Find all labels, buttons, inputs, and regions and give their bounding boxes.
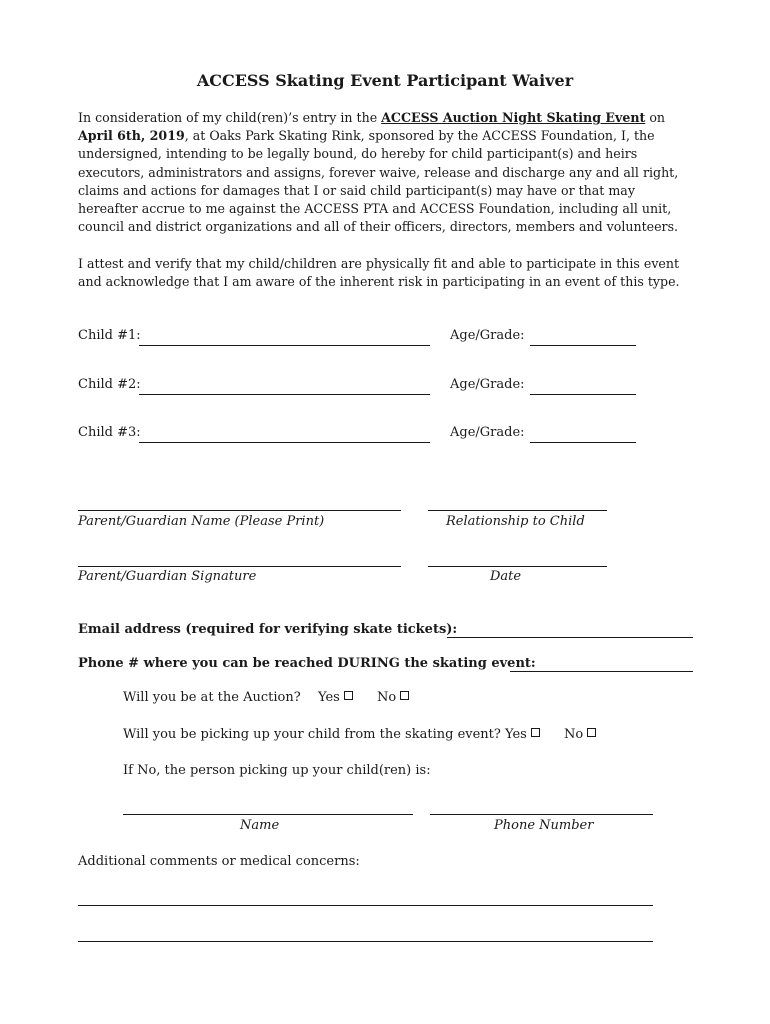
child-2-label: Child #2: (78, 377, 141, 392)
intro-text: executors, administrators and assigns, forever waive, release and discharge any and all right, (78, 164, 679, 180)
child-2-age-field[interactable] (530, 394, 636, 395)
comments-line-2[interactable] (78, 941, 653, 942)
attest-paragraph (78, 255, 693, 291)
child-2-age-label: Age/Grade: (450, 377, 525, 392)
comments-label: Additional comments or medical concerns: (78, 854, 360, 869)
no-label: No (564, 727, 584, 742)
yes-label: Yes (318, 690, 340, 705)
pickup-name-field[interactable] (123, 814, 413, 815)
phone-field[interactable] (510, 671, 693, 672)
intro-text: hereafter accrue to me against the ACCESS PTA and ACCESS Foundation, including all unit, (78, 201, 672, 217)
checkbox-icon[interactable] (400, 691, 409, 700)
auction-no-option[interactable] (377, 690, 409, 705)
comments-line-1[interactable] (78, 905, 653, 906)
relationship-field[interactable] (428, 510, 607, 511)
pickup-phone-field[interactable] (430, 814, 653, 815)
yes-label: Yes (505, 727, 527, 742)
auction-yes-option[interactable] (318, 690, 353, 705)
child-1-age-field[interactable] (530, 345, 636, 346)
attest-text: and acknowledge that I am aware of the inherent risk in participating in an event of this type. (78, 274, 680, 290)
intro-text: claims and actions for damages that I or said child participant(s) may have or that may (78, 182, 635, 198)
attest-text: I attest and verify that my child/children are physically fit and able to participate in this event (78, 256, 680, 271)
checkbox-icon[interactable] (344, 691, 353, 700)
auction-question: Will you be at the Auction? (123, 690, 301, 705)
child-3-age-label: Age/Grade: (450, 425, 525, 440)
guardian-signature-caption: Parent/Guardian Signature (78, 569, 257, 584)
child-1-age-label: Age/Grade: (450, 328, 525, 343)
checkbox-icon[interactable] (531, 728, 540, 737)
intro-text: In consideration of my child(ren)’s entry in the (78, 110, 382, 125)
event-date: April 6th, 2019 (78, 128, 185, 144)
pickup-no-option[interactable] (564, 727, 596, 742)
phone-label: Phone # where you can be reached DURING the skating event: (78, 656, 536, 671)
no-label: No (377, 690, 397, 705)
event-name: ACCESS Auction Night Skating Event (381, 110, 646, 125)
pickup-yes-option[interactable] (505, 727, 540, 742)
checkbox-icon[interactable] (587, 728, 596, 737)
intro-text: on (645, 110, 666, 125)
pickup-person-label: If No, the person picking up your child(ren) is: (123, 763, 431, 778)
date-caption: Date (490, 569, 522, 584)
relationship-caption: Relationship to Child (446, 514, 585, 529)
child-1-label: Child #1: (78, 328, 141, 343)
intro-text: , at Oaks Park Skating Rink, sponsored by the ACCESS Foundation, I, the (184, 128, 655, 144)
guardian-name-caption: Parent/Guardian Name (Please Print) (78, 514, 325, 529)
date-field[interactable] (428, 566, 607, 567)
child-3-age-field[interactable] (530, 442, 636, 443)
child-3-label: Child #3: (78, 425, 141, 440)
phone-number-caption: Phone Number (494, 818, 594, 833)
pickup-question: Will you be picking up your child from the skating event? (123, 727, 501, 742)
child-1-field[interactable] (139, 345, 430, 346)
email-label: Email address (required for verifying skate tickets): (78, 622, 458, 637)
guardian-name-field[interactable] (78, 510, 401, 511)
name-caption: Name (240, 818, 280, 833)
consideration-paragraph (78, 109, 693, 236)
document-title: ACCESS Skating Event Participant Waiver (196, 71, 574, 90)
guardian-signature-field[interactable] (78, 566, 401, 567)
child-3-field[interactable] (139, 442, 430, 443)
child-2-field[interactable] (139, 394, 430, 395)
intro-text: undersigned, intending to be legally bound, do hereby for child participant(s) and heirs (78, 146, 638, 162)
intro-text: council and district organizations and all of their officers, directors, members and volunteers. (78, 219, 679, 235)
email-field[interactable] (447, 637, 693, 638)
